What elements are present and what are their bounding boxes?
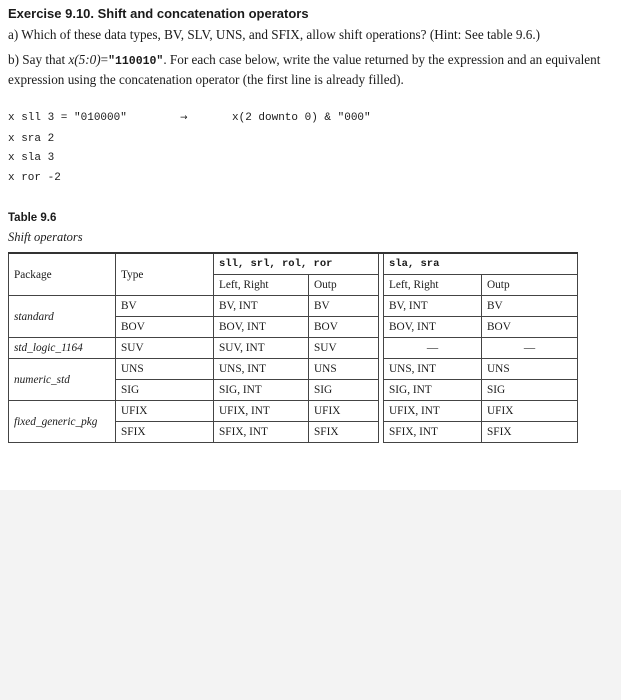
output-cell: UFIX — [309, 401, 379, 422]
left-right-cell: UNS, INT — [384, 359, 482, 380]
left-right-cell: UFIX, INT — [384, 401, 482, 422]
question-b-rest: . For each case below, write the value returned by the expression and an equivalent expression using the concatenation operator (the first line is already filled). — [8, 52, 601, 87]
code-line-sll: x sll 3 = "010000" — [8, 112, 127, 124]
output-cell: SIG — [482, 380, 578, 401]
header-shift-group: sll, srl, rol, ror — [214, 253, 379, 275]
output-cell: BOV — [482, 317, 578, 338]
exercise-title: Exercise 9.10. Shift and concatenation operators — [8, 6, 309, 21]
left-right-cell: BOV, INT — [384, 317, 482, 338]
output-cell: SUV — [309, 338, 379, 359]
type-cell: SFIX — [116, 422, 214, 443]
left-right-cell: SIG, INT — [384, 380, 482, 401]
output-cell: UFIX — [482, 401, 578, 422]
left-right-cell: SUV, INT — [214, 338, 309, 359]
question-b-equals: = — [100, 52, 109, 67]
left-right-cell: SFIX, INT — [384, 422, 482, 443]
left-right-cell: UFIX, INT — [214, 401, 309, 422]
table-caption: Table 9.6 — [8, 212, 57, 224]
equivalent-expression: x(2 downto 0) & "000" — [232, 112, 371, 124]
code-line-sla: x sla 3 — [8, 152, 55, 164]
output-cell: BOV — [309, 317, 379, 338]
header-left-right-1: Left, Right — [214, 275, 309, 296]
left-right-cell: — — [384, 338, 482, 359]
package-cell: numeric_std — [9, 359, 116, 401]
left-right-cell: BV, INT — [214, 296, 309, 317]
type-cell: UFIX — [116, 401, 214, 422]
output-cell: SFIX — [309, 422, 379, 443]
output-cell: BV — [482, 296, 578, 317]
left-right-cell: SIG, INT — [214, 380, 309, 401]
table-row — [9, 401, 578, 422]
left-right-cell: UNS, INT — [214, 359, 309, 380]
package-cell: standard — [9, 296, 116, 338]
output-cell: UNS — [482, 359, 578, 380]
header-package: Package — [9, 253, 116, 296]
table-row — [9, 338, 578, 359]
output-cell: SIG — [309, 380, 379, 401]
left-right-cell: BV, INT — [384, 296, 482, 317]
left-right-cell: SFIX, INT — [214, 422, 309, 443]
table-row — [9, 359, 578, 380]
code-line-sra: x sra 2 — [8, 133, 55, 145]
left-right-cell: BOV, INT — [214, 317, 309, 338]
code-line-ror: x ror -2 — [8, 172, 61, 184]
right-arrow-icon: → — [180, 113, 188, 123]
table-row — [9, 296, 578, 317]
output-cell: UNS — [309, 359, 379, 380]
question-b-intro: b) Say that — [8, 52, 69, 67]
type-cell: UNS — [116, 359, 214, 380]
type-cell: BV — [116, 296, 214, 317]
header-type: Type — [116, 253, 214, 296]
table-subtitle: Shift operators — [8, 230, 83, 244]
question-b-value: "110010" — [108, 55, 164, 68]
package-cell: fixed_generic_pkg — [9, 401, 116, 443]
header-output-1: Outp — [309, 275, 379, 296]
output-cell: BV — [309, 296, 379, 317]
question-b — [8, 51, 612, 89]
package-cell: std_logic_1164 — [9, 338, 116, 359]
shift-operators-table — [8, 252, 578, 443]
question-b-variable: x(5:0) — [68, 52, 101, 67]
question-a: a) Which of these data types, BV, SLV, UNS, and SFIX, allow shift operations? (Hint: See table 9.6.) — [8, 27, 541, 42]
header-left-right-2: Left, Right — [384, 275, 482, 296]
type-cell: BOV — [116, 317, 214, 338]
output-cell: SFIX — [482, 422, 578, 443]
header-arith-group: sla, sra — [384, 253, 578, 275]
type-cell: SIG — [116, 380, 214, 401]
header-output-2: Outp — [482, 275, 578, 296]
output-cell: — — [482, 338, 578, 359]
type-cell: SUV — [116, 338, 214, 359]
